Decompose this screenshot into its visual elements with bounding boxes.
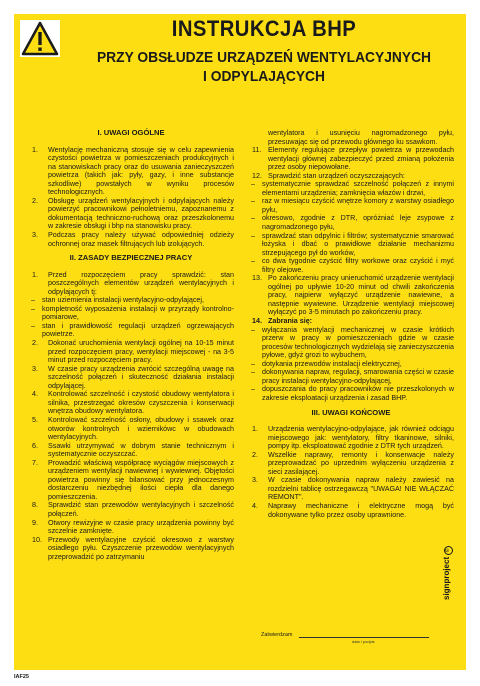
item-number: 3. [32, 364, 38, 373]
item-text: W czasie pracy urządzenia zwrócić szczególną uwagę na szczelność połączeń i skuteczność działania instalacji odpylającej. [48, 364, 234, 390]
left-column [28, 129, 234, 561]
sub-item [28, 305, 234, 322]
sign-subtitle [89, 48, 439, 86]
dash-bullet: – [251, 214, 255, 223]
list-item [28, 197, 234, 231]
item-text: Po zakończeniu pracy unieruchomić urządzenie wentylacji ogólnej po upływie 10-20 minut od chwili zakończenia pracy, najpierw wyłączyć urządzenie nawiewne, a następnie wywiewne. Urządzenie wentylacji miejscowej wyłączyć po 3-5 minutach po zakończeniu pracy. [268, 274, 454, 317]
item-text: Urządzenia wentylacyjno-odpylające, jak również odciągu miejscowego jak: wentylatory, filtry tkaninowe, silniki, pompy itp. eksploatować zgodnie z DTR tych urządzeń. [268, 425, 454, 451]
list-item [248, 317, 454, 326]
sign-header [14, 14, 466, 122]
list-item [248, 146, 454, 172]
safety-instruction-sign [14, 14, 466, 670]
sub-item [248, 326, 454, 360]
sub-item-text: dokonywania napraw, regulacji, smarowania części w czasie pracy instalacji wentylacyjno-odpylającej, [262, 368, 454, 385]
sub-item-text: dotykania przewodów instalacji elektrycznej, [262, 359, 402, 368]
section-title: III. UWAGI KOŃCOWE [311, 407, 391, 417]
dash-bullet: – [251, 368, 255, 377]
brand-logo [442, 546, 453, 600]
sub-item-text: kompletność wyposażenia instalacji w przyrządy kontrolno-pomiarowe, [42, 304, 234, 322]
sub-item [248, 257, 454, 274]
item-number: 1. [252, 425, 258, 434]
item-text: Prowadzić właściwą współpracę wyciągów miejscowych z urządzeniem wentylacji nawiewnej i wywiewnej. Objętości powietrza powinny się bilansować przy jednoczesnym dostarczeniu niezbędnej ilości ciepła dla danego pomieszczenia. [48, 458, 234, 501]
item-text: Elementy regulujące przepływ powietrza w przewodach wentylacji głównej zabezpieczyć przed zmianą położenia przez osoby niepowołane. [268, 146, 454, 172]
item-text: Wszelkie naprawy, remonty i konserwacje należy przeprowadzać po uprzednim wyłączeniu urządzenia z sieci zasilającej. [268, 450, 454, 476]
list-item [248, 451, 454, 477]
item-number: 12. [252, 171, 262, 180]
list-item [28, 416, 234, 442]
section-title: I. UWAGI OGÓLNE [97, 128, 165, 137]
sub-item [248, 232, 454, 258]
sub-item-text: sprawdzać stan odpylnic i filtrów; systematycznie smarować łożyska i dbać o prawidłowe działanie mechanizmu strzepującego pył do worków, [262, 231, 454, 257]
item-text: Obsługę urządzeń wentylacyjnych i odpylających należy powierzyć pracownikowi pełnoletniemu, zapoznanemu z dokumentacją techniczno-ruchową oraz przeszkolonemu w zakresie obsługi i bhp na stanowisku pracy. [48, 196, 234, 231]
section-title: II. ZASADY BEZPIECZNEJ PRACY [69, 253, 193, 263]
list-item [28, 442, 234, 459]
sub-item [248, 360, 454, 369]
item-number: 7. [32, 458, 38, 467]
list-item [28, 271, 234, 297]
list-item [28, 501, 234, 518]
item-text: Dokonać uruchomienia wentylacji ogólnej na 10-15 minut przed rozpoczęciem pracy, wentylacji miejscowej - na 3-5 minut przed rozpoczęciem pracy. [48, 339, 234, 365]
item-text: Przed rozpoczęciem pracy sprawdzić: stan poszczególnych elementów urządzeń wentylacyjnych i odpylających tj: [48, 270, 234, 296]
item-text: Przewody wentylacyjne czyścić okresowo z warstwy osiadłego pyłu. Czyszczenie przewodów wentylacyjnych przeprowadzić po zatrzymaniu [48, 535, 234, 561]
continued-text: wentylatora i usunięciu nagromadzonego pyłu, przesuwając się od przewodu głównego ku ssawkom. [268, 129, 454, 146]
sub-item-text: dopuszczania do pracy pracowników nie przeszkolonych w zakresie eksploatacji urządzenia i zasad BHP. [262, 385, 454, 402]
item-number: 11. [252, 146, 262, 155]
list-item [248, 172, 454, 181]
sub-item [248, 368, 454, 385]
dash-bullet: – [251, 359, 255, 368]
sub-item [28, 296, 234, 305]
item-number: 1. [32, 145, 38, 154]
list-item [28, 390, 234, 416]
item-text: Sprawdzić stan przewodów wentylacyjnych i szczelność połączeń. [48, 501, 234, 518]
list-item [28, 231, 234, 248]
item-text: Naprawy mechaniczne i elektryczne mogą być dokonywane tylko przez osoby uprawnione. [268, 501, 454, 519]
item-text: Otwory rewizyjne w czasie pracy urządzenia powinny być szczelnie zamknięte. [48, 518, 234, 536]
item-text: Zabrania się: [268, 317, 313, 326]
approved-label: Zatwierdzam [261, 632, 293, 638]
item-text: Sprawdzić stan urządzeń oczyszczających: [268, 171, 405, 180]
item-number: 1. [32, 270, 38, 279]
item-number: 5. [32, 415, 38, 424]
sub-item [248, 180, 454, 197]
item-text: Podczas pracy należy używać odpowiedniej odzieży ochronnej oraz masek filtrujących lub izolujących. [48, 231, 234, 248]
copyright-icon: © [444, 546, 453, 555]
subtitle-line-2: I ODPYLAJĄCYCH [203, 68, 325, 85]
item-number: 2. [32, 196, 38, 205]
sub-item-text: wyłączania wentylacji mechanicznej w czasie krótkich przerw w pracy w pomieszczeniach gdzie w czasie procesów technologicznych wydzielają się zanieczyszczenia pyłowe, gdyż grozi to wybuchem, [262, 325, 454, 360]
list-item [28, 339, 234, 365]
list-item [248, 274, 454, 317]
dash-bullet: – [31, 321, 35, 330]
item-number: 4. [32, 390, 38, 399]
list-item [248, 425, 454, 451]
right-column [248, 129, 454, 519]
dash-bullet: – [31, 296, 35, 305]
signature-caption: data i podpis [352, 639, 375, 644]
brand-name: signproject [442, 556, 451, 600]
item-number: 6. [32, 441, 38, 450]
item-number: 3. [32, 231, 38, 240]
item-text: W czasie dokonywania napraw należy zawiesić na rozdzielni tablicę ostrzegawczą "UWAGA! NIE WŁĄCZAĆ REMONT". [268, 476, 454, 502]
item-text: Kontrolować szczelność osłony, obudowy i ssawek oraz otworów kontrolnych i wziernikówc w obudowach wentylacyjnych. [48, 415, 234, 442]
item-number: 2. [252, 450, 258, 459]
sub-item-text: okresowo, zgodnie z DTR, opróżniać leje zsypowe z nagromadzonego pyłu, [262, 214, 454, 232]
sub-item-text: raz w miesiącu czyścić wnętrze komory z warstwy osiadłego pyłu, [262, 197, 454, 214]
sub-item [28, 322, 234, 339]
item-number: 14. [252, 317, 262, 326]
item-number: 4. [252, 501, 258, 510]
dash-bullet: – [251, 325, 255, 334]
list-item [28, 536, 234, 562]
sub-item-text: stan i prawidłowość regulacji urządzeń ogrzewających powietrze. [42, 321, 234, 339]
dash-bullet: – [251, 385, 255, 394]
list-item [28, 365, 234, 391]
signature-line [299, 637, 429, 638]
item-number: 3. [252, 476, 258, 485]
list-item [28, 459, 234, 502]
list-item [28, 146, 234, 197]
sub-item-text: systematycznie sprawdzać szczelność połączeń z innymi elementami urządzenia; zamknięcia włazów i drzwi, [262, 180, 454, 197]
product-code: IAF25 [14, 674, 29, 680]
warning-triangle-icon [20, 20, 60, 57]
list-item [248, 502, 454, 519]
dash-bullet: – [251, 180, 255, 189]
list-item [248, 476, 454, 502]
dash-bullet: – [251, 231, 255, 240]
sub-item-text: co dwa tygodnie czyścić filtry workowe oraz czyścić i myć filtry olejowe. [262, 257, 454, 274]
sub-item [248, 385, 454, 402]
list-item [28, 519, 234, 536]
subtitle-line-1: PRZY OBSŁUDZE URZĄDZEŃ WENTYLACYJNYCH [96, 49, 432, 66]
item-number: 8. [32, 501, 38, 510]
sign-title: INSTRUKCJA BHP [171, 16, 357, 41]
sub-item [248, 197, 454, 214]
dash-bullet: – [251, 197, 255, 206]
dash-bullet: – [31, 304, 35, 313]
sub-item-text: stan uziemienia instalacji wentylacyjno-odpylającej, [42, 296, 204, 305]
item-text: Wentylację mechaniczną stosuje się w celu zapewnienia czystości powietrza w pomieszczeniach produkcyjnych i na stanowiskach pracy oraz do usuwania zanieczyszczeń powietrza (takich jak: pyły, gazy, i inne substancje szkodliwe) powstałych w wyniku procesów technologicznych. [48, 145, 234, 197]
item-number: 9. [32, 518, 38, 527]
item-text: Kontrolować szczelność i czystość obudowy wentylatora i silnika, przestrzegać okresów czyszczenia i konserwacji wnętrza obudowy wentylatora. [48, 390, 234, 416]
item-number: 2. [32, 339, 38, 348]
item-text: Ssawki utrzymywać w dobrym stanie technicznym i systematycznie oczyszczać. [48, 441, 234, 459]
sub-item [248, 214, 454, 231]
dash-bullet: – [251, 257, 255, 266]
item-number: 13. [252, 274, 262, 283]
item-number: 10. [32, 535, 42, 544]
